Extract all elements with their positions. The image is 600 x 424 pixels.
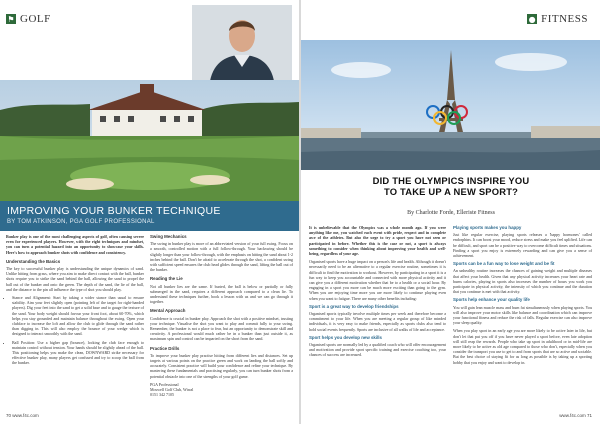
golf-heading-drills: Practice Drills: [150, 345, 180, 351]
golf-column-2: [150, 234, 293, 397]
fitness-paragraph: Organised sports have a huge impact on a person's life and health. Although it doesn't necessarily need to be an alternative to a regular exercise routine, sometimes it is difficult to find the motivation to workout. However, by participating in a sport it is a fun way to keep you accountable and connected with more physical activity and it can give you a different motivation whether that be to a health or a social hour. By engaging in a sport you more can be much more exciting than going to the gym. When you are enjoying time more you are more likely to continue playing even when you want to fatigue. There are many other benefits including:: [309, 259, 446, 301]
article-title: IMPROVING YOUR BUNKER TECHNIQUE: [7, 205, 221, 217]
fitness-heading: Sports can be a fun way to lose weight and be fit: [453, 261, 555, 267]
golf-column-1: [6, 234, 144, 369]
fitness-paragraph: Organised sports are normally led by a qualified coach who will offer encouragement and motivation and provide sport specific training and exercise coaching too, your chances of success are increased.: [309, 342, 446, 358]
golf-section-header: [6, 12, 55, 26]
golf-paragraph: Not all bunker lies are the same. If buried, the ball is below or partially or fully submerged in the sand, requires a different approach compared to a clean lie. To understand these techniques further, book a lesson with us and we can go through it together.: [150, 283, 293, 305]
author-portrait: [192, 5, 292, 81]
page-number-left: 70 www.f4c.com: [6, 413, 39, 418]
golf-bullet-item: • Stance and Alignment: Start by taking a wider stance than usual to ensure stability. Aim your feet slightly open (pointing left of the target for right-handed players). Dig your feet into the sand to get a solid base and to gauge the texture of the sand. Your body weight should favour your front foot, about 60-70%, which helps you stay grounded and maintain balance throughout the swing. Open your clubface to increase the loft and allow the club to glide through the sand rather than digging in. This will also employ the bounce of your wedge which is designed to interact smoothly with the sand.: [12, 295, 144, 337]
fitness-column-1: [309, 225, 446, 361]
golf-bullet-list: [12, 295, 144, 366]
golf-paragraph: The swing in bunker play is more of an abbreviated version of your full swing. Focus on a smooth, controlled motion with a full follow-through. Your backswing should be slightly longer than your follow-through, with the emphasis on hitting the sand about 1-2 inches behind the ball. Don't be afraid to accelerate through the shot, a confident swing with sufficient speed ensures the club head glides through the sand, lifting the ball out of the bunker.: [150, 241, 293, 273]
golf-flag-icon: ⚑: [7, 14, 15, 24]
left-page: [0, 0, 299, 424]
fitness-heading: Sports help enhance your quality life: [453, 297, 530, 303]
fitness-section-header: [527, 12, 592, 26]
fitness-paragraph: Just like regular exercise, playing sports releases a 'happy hormones' called endorphins. It can boost your mood, reduce stress and make you feel uplifted. Life can be difficult, and sport can be a positive way to overcome difficult times and situations. Finding a sport you enjoy is extremely rewarding and can give you a sense of achievement.: [453, 232, 592, 259]
fitness-paragraph: An unhealthy routine increases the chances of gaining weight and multiple diseases that affect your health. Given that any physical activity increases your heart rate and burns calories, playing in sports also increases the number of hours you work you participate in physical activity, the intensity of which you continue and the duration that you continue is met with that activity.: [453, 268, 592, 295]
section-label-golf: GOLF: [20, 13, 51, 25]
section-label-fitness: FITNESS: [541, 13, 588, 25]
fitness-title-line-2: TO TAKE UP A NEW SPORT?: [383, 186, 519, 197]
page-number-right: www.f4c.com 71: [559, 413, 592, 418]
golf-paragraph: Confidence is crucial in bunker play. Approach the shot with a positive mindset, trusting your technique. Visualise the shot you want to play and commit fully to your swing. Remember, the bunker is not a place to fear, but an opportunity to demonstrate skill and creativity. A professional would much rather be in a bunker than just outside it, as maximum spin and control can be imparted on the short from the sand.: [150, 315, 293, 342]
fitness-paragraph: When you play sport in an early age you are more likely to be active later in life, but don't let that put you off if you have never played a sport before, even late adoption will still reap the rewards. People who take up sport in adulthood or in mid-life are more likely to be active as old age compared to those who don't, especially when you consider the transport you use to get to and from sports that are so active and sociable. But the best choice of staying fit for as long as possible is by taking up a sporting hobby that you enjoy and want to develop in.: [453, 328, 592, 365]
signature-line: Moswell Golf Club, Wirral: [150, 387, 194, 393]
fitness-paragraph: Organised sports typically involve multiple times per week and therefore become a commitment to your life. When you are meeting a regular group of like minded individuals, it is very easy to make friends, especially as sports clubs also tend to hold social events frequently. Sports are inclusive of all walks of life and acceptance.: [309, 311, 446, 332]
olympics-paris-photo: [301, 40, 600, 170]
fitness-byline: By Charlotte Forde, Elleriste Fitness: [407, 210, 495, 216]
fitness-heading: Sport helps you develop new skills: [309, 334, 382, 340]
signature-line: PGA Professional: [150, 381, 179, 387]
fitness-icon: ●: [528, 14, 536, 24]
fitness-paragraph: You will gain lean muscle mass and burn fat simultaneously when playing sports. You will also improve your motor skills like balance and coordination which can improve your functional fitness and reduce the risk of falls. Regular exercise can also improve your sleep quality.: [453, 304, 592, 326]
golf-heading-swing: Swing Mechanics: [150, 234, 187, 239]
golf-bullet-item: • Ball Position: Use a higher gap (bounce), locking the club face enough to maintain control without tension. Your hands should be slightly ahead of the ball. This positioning helps you make the clean, DOWNWARD strike necessary for effective bunker play, many players get confused and try to scoop the ball from the bunker.: [12, 340, 144, 366]
article-banner: [0, 201, 299, 231]
golf-lead-paragraph: Bunker play is one of the most challenging aspects of golf, often causing severe even for experienced players. However, with the right techniques and mindset, you can turn a potential hazard into an opportunity to showcase your skills. Here's how to approach bunker shots with confidence and consistency.: [6, 234, 144, 255]
golf-heading-lie: Reading the Lie: [150, 276, 183, 282]
right-page: [301, 0, 600, 424]
signature-line: 0151 342 7105: [150, 392, 174, 398]
fitness-title-line-1: DID THE OLYMPICS INSPIRE YOU: [372, 175, 530, 186]
golf-paragraph: The key to successful bunker play is understanding the unique dynamics of sand. Unlike hitting from grass, where you aim to make direct contact with the ball, bunker shots require you to strike the sand behind the ball, allowing the sand to propel the ball out of the bunker and onto the green. The depth of the sand, the lie of the ball, and the distance to the pin all influence the type of shot you should play.: [6, 266, 144, 292]
fitness-title: [315, 175, 587, 197]
fitness-lead-paragraph: It is unbelievable that the Olympics was a whole month ago. If you were anything like me, you watched each event with pride, respect and in complete awe of the athletes. But also the urge to try a sport you have not seen or participated in before. Whether this is the case or not, a sport is always something to consider when thinking about improving your health and well-being, regardless of your age.: [309, 225, 446, 257]
article-byline: BY TOM ATKINSON, PGA GOLF PROFESSIONAL: [7, 219, 155, 225]
fitness-heading: Playing sports makes you happy: [453, 225, 522, 230]
golf-heading-mental: Mental Approach: [150, 308, 186, 314]
golf-heading-basics: Understanding the Basics: [6, 258, 61, 264]
golf-paragraph: To improve your bunker play practise hitting from different lies and distances. Set up targets at various points on the practice green and work on landing the ball softly and accurately. Consistent practice will build your confidence and refine your technique. By mastering these fundamentals and practising regularly, you can turn bunker shots from a potential obstacle into one of the strengths of your golf game.: [150, 352, 293, 379]
fitness-heading: Sport is a great way to develop friendships: [309, 303, 399, 309]
fitness-column-2: [453, 225, 592, 368]
golf-course-photo: [0, 80, 299, 202]
